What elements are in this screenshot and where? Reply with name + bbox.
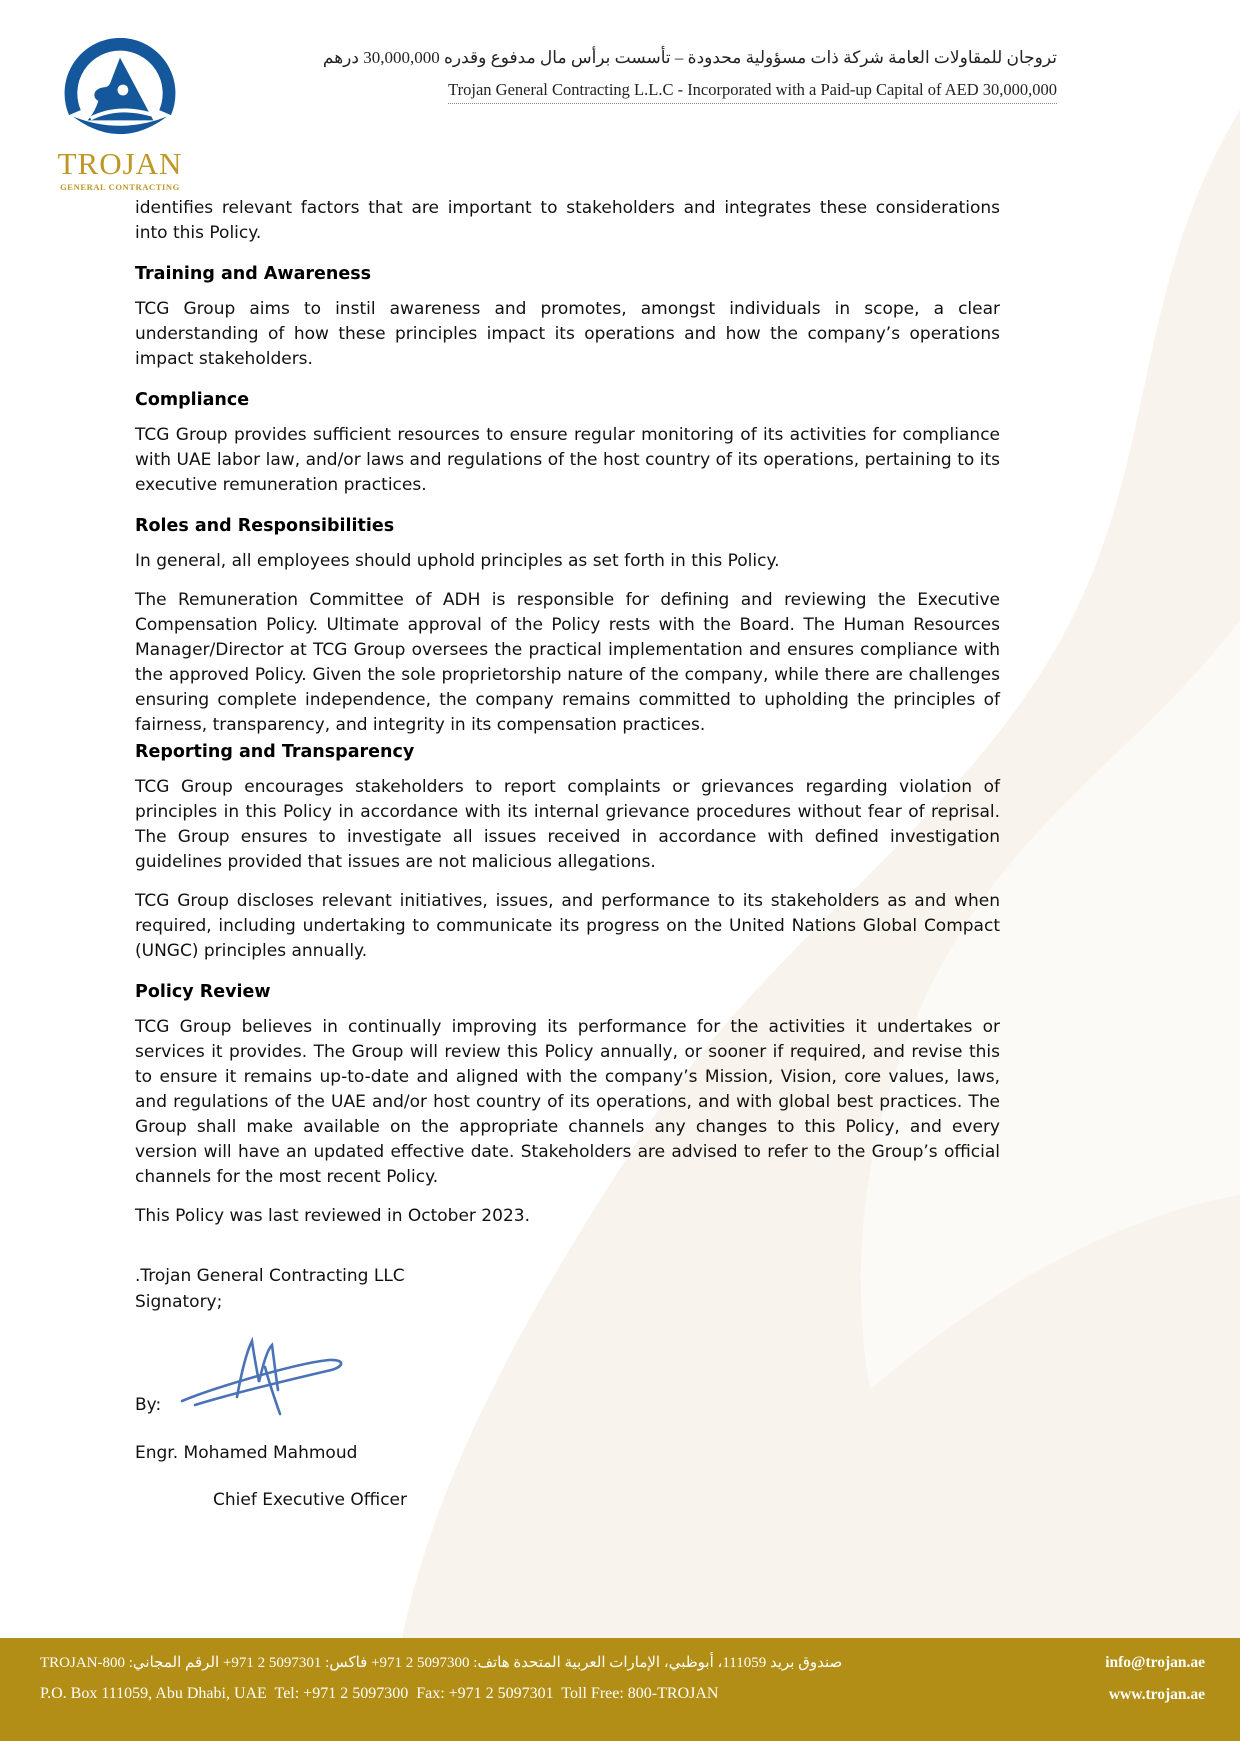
paragraph-policy-review: TCG Group believes in continually improving its performance for the activities it undertakes or services it provides. The Group will review this Policy annually, or sooner if required, and revise this to ensure it remains up-to-date and aligned with the company’s Mission, Vision, core values, laws, and regulations of the UAE and/or host country of its operations, and with global best practices. The Group shall make available on the appropriate channels any changes to this Policy, and every version will have an updated effective date. Stakeholders are advised to refer to the Group’s official channels for the most recent Policy. [135, 1017, 1000, 1187]
by-label: By: [135, 1395, 162, 1415]
trojan-emblem-icon [61, 38, 179, 142]
logo-brand-text: TROJAN [57, 146, 183, 181]
heading-roles-responsibilities: Roles and Responsibilities [135, 516, 395, 536]
footer-email: info@trojan.ae [1105, 1654, 1205, 1671]
logo-tagline-text: GENERAL CONTRACTING [60, 182, 180, 192]
header-arabic-line: تروجان للمقاولات العامة شركة ذات مسؤولية محدودة – تأسست برأس مال مدفوع وقدره 30,000,000 درهم [322, 48, 1057, 67]
heading-compliance: Compliance [135, 390, 250, 410]
header-english-line: Trojan General Contracting L.L.C - Incorporated with a Paid-up Capital of AED 30,000,000 [448, 80, 1057, 104]
paragraph-last-reviewed: This Policy was last reviewed in October 2023. [135, 1206, 530, 1226]
footer-english-line: P.O. Box 111059, Abu Dhabi, UAE Tel: +971 2 5097300 Fax: +971 2 5097301 Toll Free: 800-TROJAN [40, 1685, 719, 1702]
by-row [135, 1393, 1000, 1425]
heading-training-awareness: Training and Awareness [135, 264, 372, 284]
paragraph-roles-general: In general, all employees should uphold principles as set forth in this Policy. [135, 551, 780, 571]
document-body [135, 196, 1000, 1513]
signature-block [135, 1263, 1000, 1315]
footer-arabic-line: صندوق بريد 111059، أبوظبي، الإمارات العربية المتحدة هاتف: 5097300 2 971+ فاكس: 5097301 2 971+ الرقم المجاني: 800-TROJAN [40, 1655, 843, 1671]
footer-bar [0, 1638, 1240, 1741]
signer-title: Chief Executive Officer [213, 1490, 407, 1510]
heading-policy-review: Policy Review [135, 982, 271, 1002]
paragraph-compliance: TCG Group provides sufficient resources to ensure regular monitoring of its activities for compliance with UAE labor law, and/or laws and regulations of the host country of its operations, pertaining to its executive remuneration practices. [135, 425, 1000, 495]
paragraph-continuation: identifies relevant factors that are important to stakeholders and integrates these considerations into this Policy. [135, 198, 1000, 243]
footer-website: www.trojan.ae [1108, 1686, 1205, 1703]
signature-icon [179, 1335, 349, 1420]
paragraph-disclosure: TCG Group discloses relevant initiatives, issues, and performance to its stakeholders as and when required, including undertaking to communicate its progress on the United Nations Global Compact (UNGC) principles annually. [135, 891, 1000, 961]
signatory-label: Signatory; [135, 1292, 223, 1312]
paragraph-remuneration-committee: The Remuneration Committee of ADH is responsible for defining and reviewing the Executive Compensation Policy. Ultimate approval of the Policy rests with the Board. The Human Resources Manager/Director at TCG Group oversees the practical implementation and ensures compliance with the approved Policy. Given the sole proprietorship nature of the company, while there are challenges ensuring complete independence, the company remains committed to upholding the principles of fairness, transparency, and integrity in its compensation practices. [135, 590, 1000, 735]
signer-name: Engr. Mohamed Mahmoud [135, 1443, 358, 1463]
paragraph-training: TCG Group aims to instil awareness and promotes, amongst individuals in scope, a clear understanding of how these principles impact its operations and how the company’s operations impact stakeholders. [135, 299, 1000, 369]
paragraph-grievances: TCG Group encourages stakeholders to report complaints or grievances regarding violation of principles in this Policy in accordance with its internal grievance procedures without fear of reprisal. The Group ensures to investigate all issues received in accordance with defined investigation guidelines provided that issues are not malicious allegations. [135, 777, 1000, 872]
company-line: .Trojan General Contracting LLC [135, 1266, 405, 1286]
heading-reporting-transparency: Reporting and Transparency [135, 742, 415, 762]
letterhead-header [323, 48, 1057, 104]
footer-contact [40, 1654, 842, 1741]
footer-links [1105, 1654, 1205, 1741]
company-logo [52, 38, 188, 192]
